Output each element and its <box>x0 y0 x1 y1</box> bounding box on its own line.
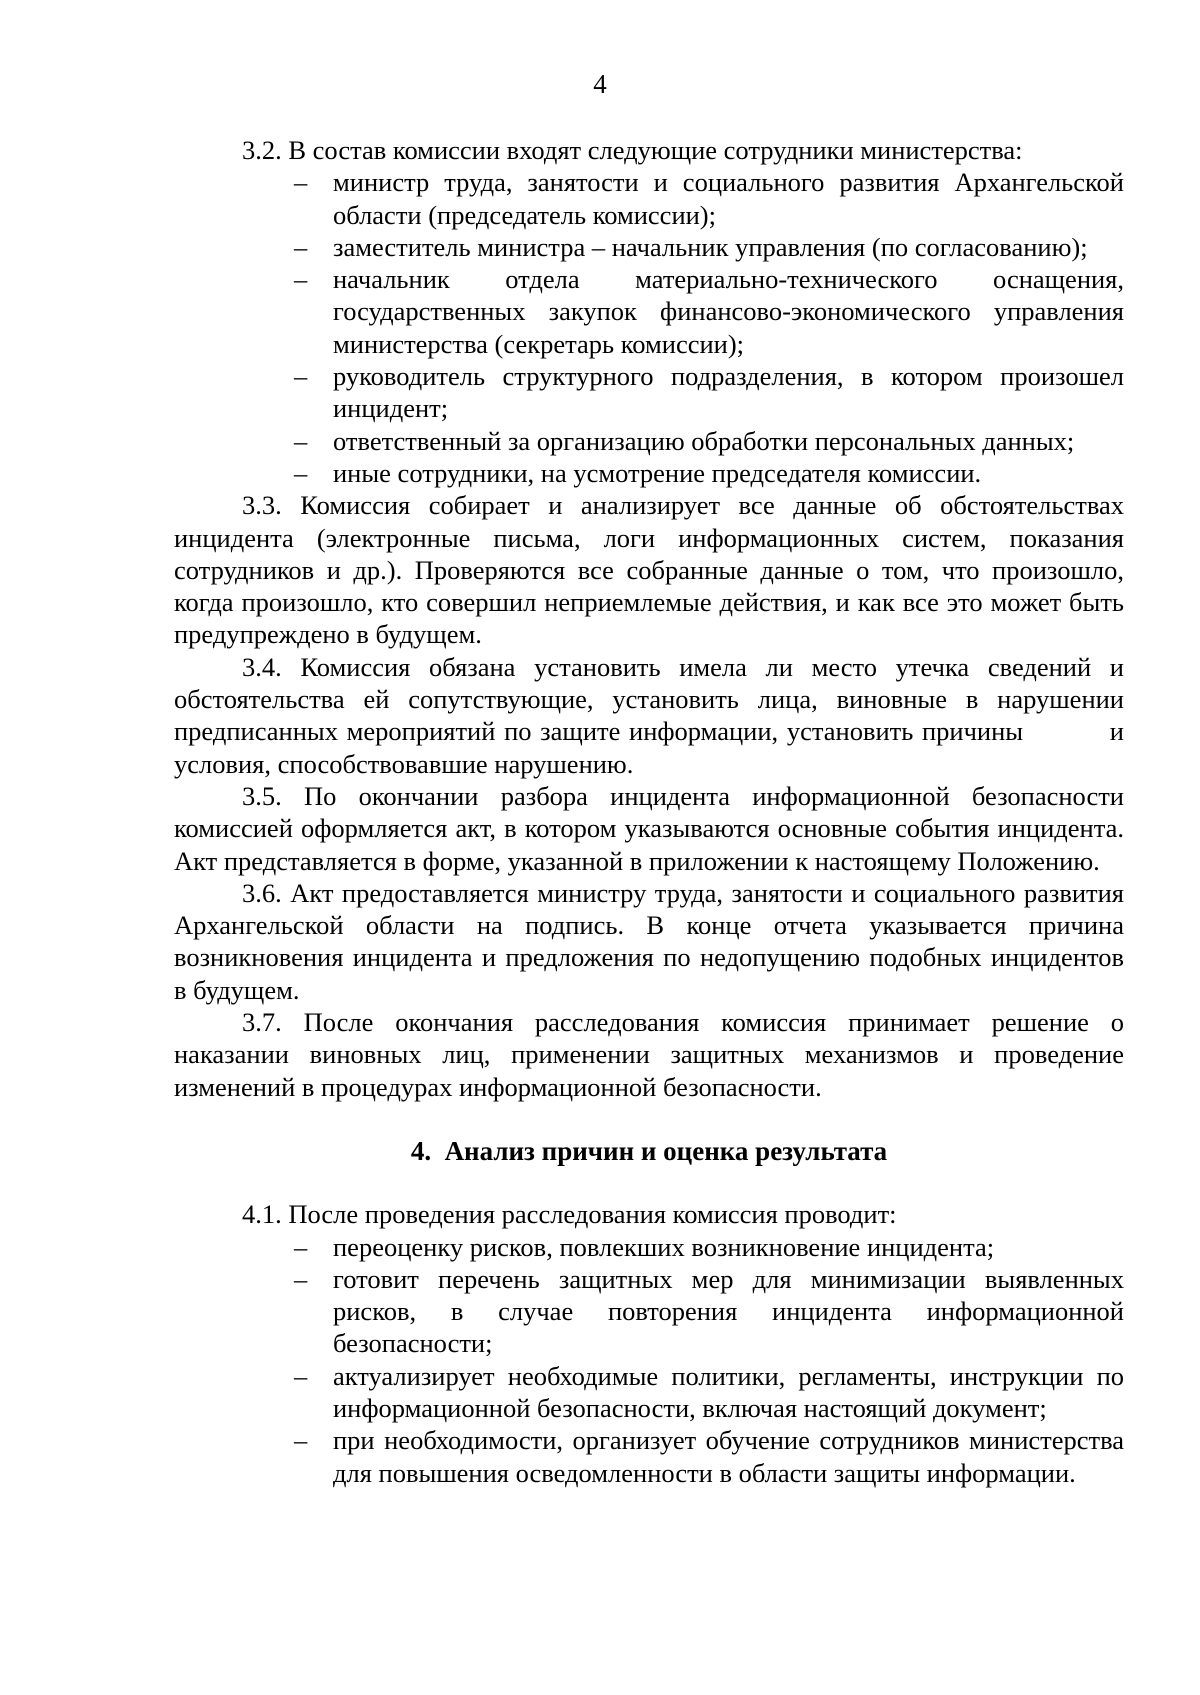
dash-icon: – <box>294 264 308 295</box>
dash-icon: – <box>294 457 308 488</box>
paragraph-3-5: 3.5. По окончании разбора инцидента информационной безопасности комиссией оформляется акт, в котором указываются основные события инцидента. Акт представляется в форме, указанной в приложении к настоящему Положению. <box>174 780 1124 876</box>
list-item <box>174 166 1124 231</box>
dash-icon: – <box>294 1360 308 1391</box>
list-item-text: министр труда, занятости и социального развития Архангельской области (председатель комиссии); <box>333 167 1124 230</box>
dash-icon: – <box>294 1263 308 1294</box>
list-4-1 <box>174 1231 1124 1489</box>
dash-icon: – <box>294 167 308 198</box>
list-item-text: заместитель министра – начальник управления (по согласованию); <box>333 231 1088 262</box>
paragraph-3-2-intro: 3.2. В состав комиссии входят следующие сотрудники министерства: <box>242 135 1023 165</box>
list-item-text: руководитель структурного подразделения, в котором произошел инцидент; <box>333 361 1124 424</box>
list-item <box>174 1263 1124 1360</box>
dash-icon: – <box>294 1425 308 1456</box>
list-item-text: иные сотрудники, на усмотрение председателя комиссии. <box>333 457 982 488</box>
list-item <box>174 231 1124 263</box>
document-body <box>174 134 1131 1489</box>
dash-icon: – <box>294 361 308 392</box>
list-item <box>174 457 1124 489</box>
page-number: 4 <box>593 69 607 99</box>
dash-icon: – <box>294 1231 308 1262</box>
list-item-text: при необходимости, организует обучение сотрудников министерства для повышения осведомленности в области защиты информации. <box>333 1425 1124 1488</box>
paragraph-3-4: 3.4. Комиссия обязана установить имела ли место утечка сведений и обстоятельства ей сопутствующие, установить лица, виновные в нарушении предписанных мероприятий по защите информации, установить причины и условия, способствовавшие нарушению. <box>174 651 1131 779</box>
list-item-text: ответственный за организацию обработки персональных данных; <box>333 425 1075 456</box>
paragraph-4-1-intro: 4.1. После проведения расследования комиссия проводит: <box>242 1199 897 1230</box>
list-item <box>174 1424 1124 1489</box>
list-item <box>174 1360 1124 1425</box>
list-item <box>174 263 1124 360</box>
list-item <box>174 425 1124 457</box>
list-3-2 <box>174 166 1124 489</box>
paragraph-3-7: 3.7. После окончания расследования комиссия принимает решение о наказании виновных лиц, применении защитных механизмов и проведение изменений в процедурах информационной безопасности. <box>174 1007 1124 1102</box>
section-4-title: 4. Анализ причин и оценка результата <box>410 1135 888 1166</box>
paragraph-3-3: 3.3. Комиссия собирает и анализирует все данные об обстоятельствах инцидента (электронные письма, логи информационных систем, показания сотрудников и др.). Проверяются все собранные данные о том, что произошло, когда произошло, кто совершил неприемлемые действия, и как все это может быть предупреждено в будущем. <box>174 490 1124 650</box>
list-item <box>174 1231 1124 1263</box>
list-item-text: актуализирует необходимые политики, регламенты, инструкции по информационной безопасности, включая настоящий документ; <box>333 1360 1124 1423</box>
dash-icon: – <box>294 231 308 262</box>
list-item-text: готовит перечень защитных мер для минимизации выявленных рисков, в случае повторения инцидента информационной безопасности; <box>333 1263 1124 1359</box>
list-item <box>174 360 1124 425</box>
dash-icon: – <box>294 425 308 456</box>
list-item-text: переоценку рисков, повлекших возникновение инцидента; <box>333 1231 995 1262</box>
list-item-text: начальник отдела материально-технического оснащения, государственных закупок финансово-экономического управления министерства (секретарь комиссии); <box>333 264 1124 359</box>
paragraph-3-6: 3.6. Акт предоставляется министру труда, занятости и социального развития Архангельской области на подпись. В конце отчета указывается причина возникновения инцидента и предложения по недопущению подобных инцидентов в будущем. <box>174 877 1124 1005</box>
